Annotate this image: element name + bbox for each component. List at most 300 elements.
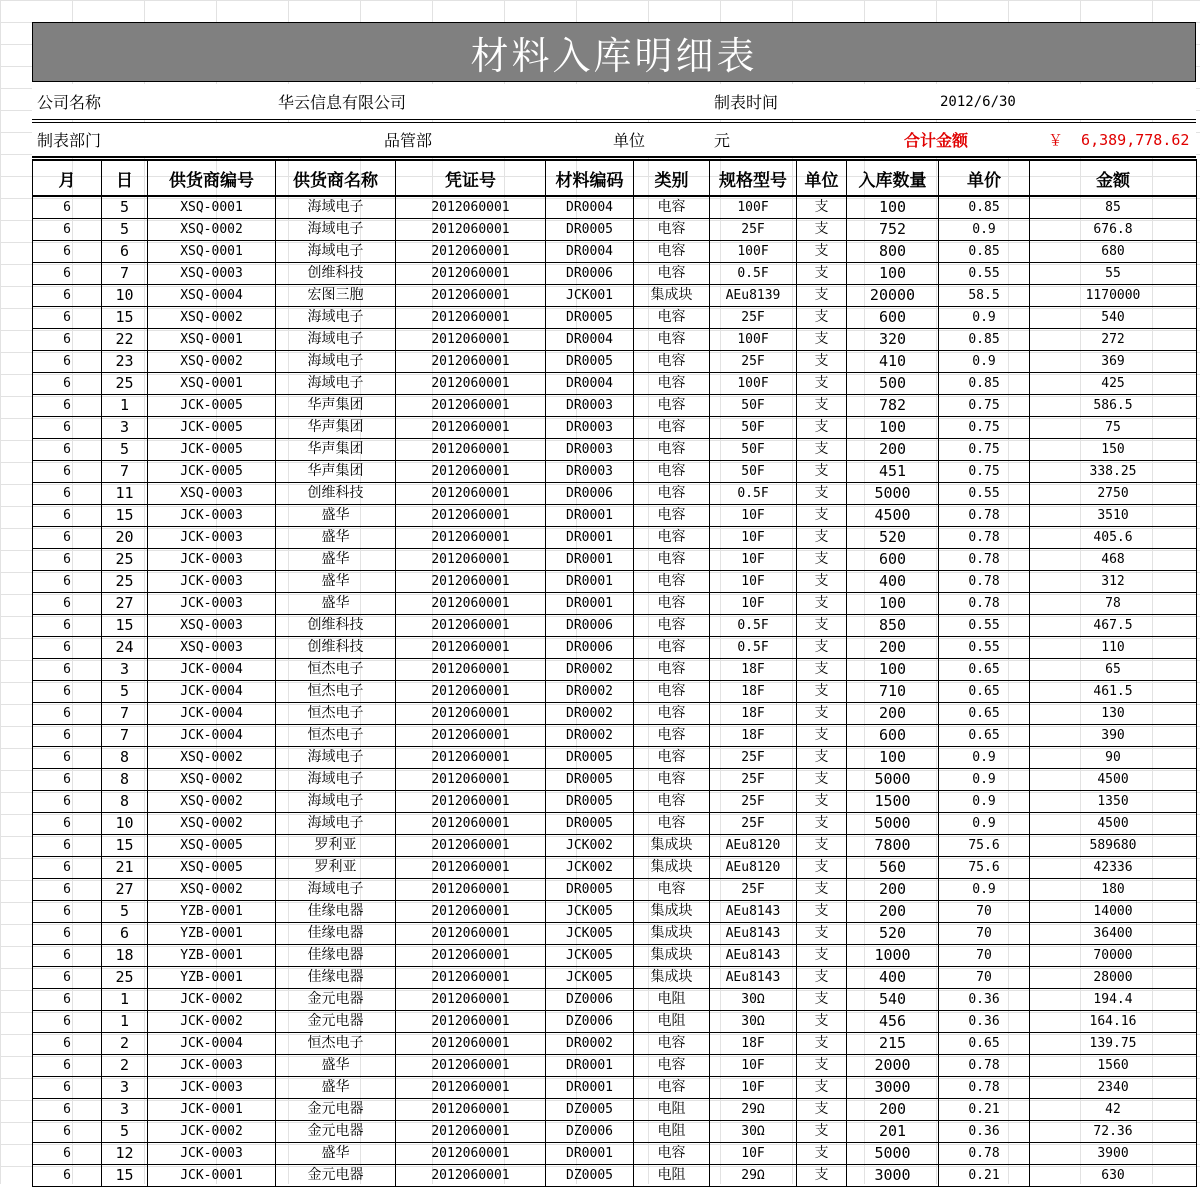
cell-voucher[interactable]: 2012060001 [396, 571, 546, 593]
cell-supplier-code[interactable]: JCK-0003 [148, 549, 276, 571]
cell-amount[interactable]: 14000 [1030, 901, 1197, 923]
cell-unit[interactable]: 支 [797, 196, 847, 219]
cell-material-code[interactable]: DZ0006 [546, 989, 634, 1011]
cell-day[interactable]: 8 [102, 747, 148, 769]
cell-spec[interactable]: 100F [710, 329, 797, 351]
cell-category[interactable]: 电容 [634, 747, 710, 769]
cell-unit-price[interactable]: 0.75 [939, 439, 1030, 461]
cell-unit[interactable]: 支 [797, 1055, 847, 1077]
cell-category[interactable]: 电容 [634, 637, 710, 659]
cell-day[interactable]: 5 [102, 1121, 148, 1143]
cell-day[interactable]: 1 [102, 395, 148, 417]
cell-supplier-code[interactable]: JCK-0003 [148, 1055, 276, 1077]
cell-spec[interactable]: 10F [710, 549, 797, 571]
cell-supplier-code[interactable]: XSQ-0003 [148, 637, 276, 659]
cell-voucher[interactable]: 2012060001 [396, 483, 546, 505]
cell-quantity[interactable]: 2000 [847, 1055, 939, 1077]
cell-supplier-code[interactable]: JCK-0003 [148, 571, 276, 593]
cell-material-code[interactable]: DZ0005 [546, 1165, 634, 1187]
cell-quantity[interactable]: 5000 [847, 813, 939, 835]
cell-category[interactable]: 电阻 [634, 1011, 710, 1033]
cell-quantity[interactable]: 100 [847, 659, 939, 681]
cell-quantity[interactable]: 100 [847, 263, 939, 285]
cell-spec[interactable]: 0.5F [710, 615, 797, 637]
cell-supplier-code[interactable]: XSQ-0002 [148, 747, 276, 769]
cell-category[interactable]: 集成块 [634, 945, 710, 967]
cell-day[interactable]: 5 [102, 901, 148, 923]
cell-supplier-code[interactable]: XSQ-0002 [148, 879, 276, 901]
cell-voucher[interactable]: 2012060001 [396, 1077, 546, 1099]
cell-voucher[interactable]: 2012060001 [396, 1011, 546, 1033]
cell-quantity[interactable]: 1000 [847, 945, 939, 967]
cell-unit-price[interactable]: 0.21 [939, 1165, 1030, 1187]
cell-unit[interactable]: 支 [797, 1143, 847, 1165]
cell-supplier-name[interactable]: 华声集团 [276, 461, 396, 483]
cell-quantity[interactable]: 520 [847, 527, 939, 549]
cell-supplier-name[interactable]: 宏图三胞 [276, 285, 396, 307]
cell-category[interactable]: 电容 [634, 329, 710, 351]
cell-unit[interactable]: 支 [797, 703, 847, 725]
cell-category[interactable]: 集成块 [634, 857, 710, 879]
cell-unit-price[interactable]: 0.55 [939, 483, 1030, 505]
cell-quantity[interactable]: 320 [847, 329, 939, 351]
dept-label[interactable]: 制表部门 [37, 131, 102, 150]
cell-unit-price[interactable]: 0.78 [939, 549, 1030, 571]
cell-unit[interactable]: 支 [797, 1099, 847, 1121]
cell-supplier-name[interactable]: 海域电子 [276, 373, 396, 395]
cell-quantity[interactable]: 451 [847, 461, 939, 483]
cell-unit-price[interactable]: 70 [939, 945, 1030, 967]
cell-amount[interactable]: 1170000 [1030, 285, 1197, 307]
cell-quantity[interactable]: 456 [847, 1011, 939, 1033]
unit-label[interactable]: 单位 [613, 131, 646, 150]
cell-quantity[interactable]: 201 [847, 1121, 939, 1143]
cell-quantity[interactable]: 5000 [847, 483, 939, 505]
cell-category[interactable]: 电容 [634, 571, 710, 593]
cell-day[interactable]: 27 [102, 593, 148, 615]
cell-supplier-name[interactable]: 盛华 [276, 571, 396, 593]
cell-spec[interactable]: 25F [710, 747, 797, 769]
cell-category[interactable]: 电容 [634, 703, 710, 725]
cell-unit[interactable]: 支 [797, 527, 847, 549]
cell-supplier-code[interactable]: JCK-0005 [148, 439, 276, 461]
cell-unit-price[interactable]: 0.75 [939, 395, 1030, 417]
cell-category[interactable]: 电容 [634, 307, 710, 329]
cell-amount[interactable]: 72.36 [1030, 1121, 1197, 1143]
cell-amount[interactable]: 36400 [1030, 923, 1197, 945]
cell-spec[interactable]: AEu8143 [710, 945, 797, 967]
cell-material-code[interactable]: DR0005 [546, 791, 634, 813]
cell-unit[interactable]: 支 [797, 1077, 847, 1099]
cell-day[interactable]: 8 [102, 769, 148, 791]
cell-day[interactable]: 15 [102, 835, 148, 857]
cell-month[interactable]: 6 [33, 1121, 102, 1143]
cell-spec[interactable]: 25F [710, 351, 797, 373]
cell-unit[interactable]: 支 [797, 1011, 847, 1033]
cell-spec[interactable]: 25F [710, 219, 797, 241]
cell-spec[interactable]: 30Ω [710, 1121, 797, 1143]
cell-spec[interactable]: 10F [710, 1055, 797, 1077]
cell-day[interactable]: 12 [102, 1143, 148, 1165]
cell-supplier-code[interactable]: XSQ-0002 [148, 219, 276, 241]
date-label[interactable]: 制表时间 [714, 93, 779, 112]
cell-category[interactable]: 电容 [634, 1077, 710, 1099]
cell-supplier-code[interactable]: XSQ-0002 [148, 769, 276, 791]
cell-unit-price[interactable]: 0.85 [939, 373, 1030, 395]
cell-material-code[interactable]: DR0002 [546, 703, 634, 725]
cell-category[interactable]: 集成块 [634, 901, 710, 923]
cell-voucher[interactable]: 2012060001 [396, 1033, 546, 1055]
cell-supplier-name[interactable]: 金元电器 [276, 1099, 396, 1121]
cell-unit[interactable]: 支 [797, 439, 847, 461]
cell-supplier-name[interactable]: 海域电子 [276, 769, 396, 791]
cell-amount[interactable]: 78 [1030, 593, 1197, 615]
cell-supplier-code[interactable]: JCK-0003 [148, 527, 276, 549]
cell-day[interactable]: 27 [102, 879, 148, 901]
cell-supplier-code[interactable]: XSQ-0001 [148, 329, 276, 351]
cell-supplier-name[interactable]: 华声集团 [276, 417, 396, 439]
cell-amount[interactable]: 630 [1030, 1165, 1197, 1187]
cell-quantity[interactable]: 200 [847, 901, 939, 923]
cell-voucher[interactable]: 2012060001 [396, 593, 546, 615]
cell-material-code[interactable]: DR0003 [546, 417, 634, 439]
cell-month[interactable]: 6 [33, 329, 102, 351]
cell-voucher[interactable]: 2012060001 [396, 263, 546, 285]
cell-month[interactable]: 6 [33, 945, 102, 967]
cell-unit[interactable]: 支 [797, 813, 847, 835]
cell-voucher[interactable]: 2012060001 [396, 879, 546, 901]
cell-spec[interactable]: 100F [710, 373, 797, 395]
cell-month[interactable]: 6 [33, 989, 102, 1011]
cell-amount[interactable]: 467.5 [1030, 615, 1197, 637]
cell-spec[interactable]: 50F [710, 461, 797, 483]
cell-unit-price[interactable]: 0.9 [939, 813, 1030, 835]
cell-spec[interactable]: 50F [710, 395, 797, 417]
cell-category[interactable]: 电阻 [634, 989, 710, 1011]
cell-month[interactable]: 6 [33, 615, 102, 637]
cell-material-code[interactable]: JCK005 [546, 967, 634, 989]
cell-quantity[interactable]: 710 [847, 681, 939, 703]
cell-unit-price[interactable]: 0.78 [939, 1055, 1030, 1077]
cell-unit[interactable]: 支 [797, 329, 847, 351]
cell-quantity[interactable]: 800 [847, 241, 939, 263]
cell-material-code[interactable]: DR0003 [546, 461, 634, 483]
cell-unit[interactable]: 支 [797, 901, 847, 923]
cell-day[interactable]: 15 [102, 307, 148, 329]
cell-day[interactable]: 7 [102, 461, 148, 483]
cell-voucher[interactable]: 2012060001 [396, 505, 546, 527]
cell-spec[interactable]: AEu8139 [710, 285, 797, 307]
cell-month[interactable]: 6 [33, 571, 102, 593]
cell-voucher[interactable]: 2012060001 [396, 857, 546, 879]
cell-category[interactable]: 电容 [634, 219, 710, 241]
cell-supplier-name[interactable]: 海域电子 [276, 813, 396, 835]
cell-category[interactable]: 电容 [634, 1055, 710, 1077]
cell-category[interactable]: 电容 [634, 527, 710, 549]
cell-quantity[interactable]: 100 [847, 196, 939, 219]
date-value[interactable]: 2012/6/30 [940, 93, 1016, 110]
cell-unit[interactable]: 支 [797, 549, 847, 571]
cell-unit[interactable]: 支 [797, 483, 847, 505]
cell-amount[interactable]: 65 [1030, 659, 1197, 681]
cell-voucher[interactable]: 2012060001 [396, 1099, 546, 1121]
cell-material-code[interactable]: DR0001 [546, 1143, 634, 1165]
cell-voucher[interactable]: 2012060001 [396, 1055, 546, 1077]
cell-amount[interactable]: 676.8 [1030, 219, 1197, 241]
cell-day[interactable]: 3 [102, 417, 148, 439]
cell-voucher[interactable]: 2012060001 [396, 373, 546, 395]
cell-spec[interactable]: 10F [710, 1077, 797, 1099]
cell-voucher[interactable]: 2012060001 [396, 1165, 546, 1187]
cell-supplier-name[interactable]: 华声集团 [276, 439, 396, 461]
cell-material-code[interactable]: DZ0006 [546, 1121, 634, 1143]
cell-supplier-name[interactable]: 海域电子 [276, 196, 396, 219]
cell-amount[interactable]: 110 [1030, 637, 1197, 659]
cell-supplier-code[interactable]: YZB-0001 [148, 967, 276, 989]
cell-month[interactable]: 6 [33, 769, 102, 791]
cell-supplier-code[interactable]: JCK-0004 [148, 703, 276, 725]
cell-unit-price[interactable]: 0.36 [939, 1121, 1030, 1143]
cell-voucher[interactable]: 2012060001 [396, 219, 546, 241]
cell-unit-price[interactable]: 0.9 [939, 351, 1030, 373]
cell-spec[interactable]: 18F [710, 659, 797, 681]
cell-category[interactable]: 电容 [634, 461, 710, 483]
header-category[interactable]: 类别 [634, 160, 710, 196]
cell-supplier-code[interactable]: JCK-0005 [148, 395, 276, 417]
cell-supplier-name[interactable]: 恒杰电子 [276, 1033, 396, 1055]
cell-day[interactable]: 20 [102, 527, 148, 549]
cell-supplier-name[interactable]: 恒杰电子 [276, 703, 396, 725]
cell-spec[interactable]: AEu8120 [710, 857, 797, 879]
cell-spec[interactable]: 50F [710, 439, 797, 461]
cell-material-code[interactable]: DR0003 [546, 395, 634, 417]
cell-spec[interactable]: 25F [710, 813, 797, 835]
cell-category[interactable]: 集成块 [634, 923, 710, 945]
cell-day[interactable]: 10 [102, 285, 148, 307]
cell-unit-price[interactable]: 70 [939, 901, 1030, 923]
cell-category[interactable]: 电容 [634, 439, 710, 461]
cell-day[interactable]: 3 [102, 1077, 148, 1099]
cell-day[interactable]: 25 [102, 549, 148, 571]
cell-unit[interactable]: 支 [797, 879, 847, 901]
cell-spec[interactable]: 25F [710, 791, 797, 813]
cell-material-code[interactable]: DR0004 [546, 329, 634, 351]
cell-unit[interactable]: 支 [797, 659, 847, 681]
cell-supplier-name[interactable]: 海域电子 [276, 879, 396, 901]
cell-quantity[interactable]: 100 [847, 747, 939, 769]
cell-month[interactable]: 6 [33, 196, 102, 219]
cell-quantity[interactable]: 400 [847, 571, 939, 593]
cell-month[interactable]: 6 [33, 219, 102, 241]
cell-unit[interactable]: 支 [797, 989, 847, 1011]
cell-supplier-code[interactable]: XSQ-0001 [148, 196, 276, 219]
cell-month[interactable]: 6 [33, 1055, 102, 1077]
cell-month[interactable]: 6 [33, 395, 102, 417]
cell-month[interactable]: 6 [33, 703, 102, 725]
cell-spec[interactable]: 29Ω [710, 1099, 797, 1121]
cell-supplier-name[interactable]: 创维科技 [276, 637, 396, 659]
cell-unit[interactable]: 支 [797, 285, 847, 307]
cell-category[interactable]: 电容 [634, 659, 710, 681]
cell-quantity[interactable]: 200 [847, 879, 939, 901]
cell-supplier-name[interactable]: 盛华 [276, 1077, 396, 1099]
header-day[interactable]: 日 [102, 160, 148, 196]
cell-quantity[interactable]: 20000 [847, 285, 939, 307]
cell-spec[interactable]: 29Ω [710, 1165, 797, 1187]
cell-material-code[interactable]: DR0003 [546, 439, 634, 461]
cell-spec[interactable]: 10F [710, 527, 797, 549]
cell-unit-price[interactable]: 0.9 [939, 769, 1030, 791]
cell-category[interactable]: 电容 [634, 505, 710, 527]
cell-material-code[interactable]: DR0001 [546, 1055, 634, 1077]
header-voucher[interactable]: 凭证号 [396, 160, 546, 196]
cell-supplier-name[interactable]: 佳缘电器 [276, 901, 396, 923]
cell-supplier-code[interactable]: JCK-0004 [148, 681, 276, 703]
cell-unit-price[interactable]: 0.21 [939, 1099, 1030, 1121]
cell-material-code[interactable]: JCK005 [546, 923, 634, 945]
cell-unit[interactable]: 支 [797, 923, 847, 945]
cell-amount[interactable]: 139.75 [1030, 1033, 1197, 1055]
cell-unit-price[interactable]: 0.9 [939, 219, 1030, 241]
cell-supplier-name[interactable]: 创维科技 [276, 615, 396, 637]
cell-month[interactable]: 6 [33, 857, 102, 879]
cell-unit[interactable]: 支 [797, 1033, 847, 1055]
cell-unit[interactable]: 支 [797, 615, 847, 637]
cell-month[interactable]: 6 [33, 461, 102, 483]
cell-quantity[interactable]: 600 [847, 549, 939, 571]
cell-unit[interactable]: 支 [797, 967, 847, 989]
cell-month[interactable]: 6 [33, 637, 102, 659]
cell-supplier-name[interactable]: 盛华 [276, 549, 396, 571]
cell-unit[interactable]: 支 [797, 945, 847, 967]
cell-material-code[interactable]: JCK005 [546, 901, 634, 923]
cell-spec[interactable]: 50F [710, 417, 797, 439]
cell-day[interactable]: 2 [102, 1033, 148, 1055]
cell-unit[interactable]: 支 [797, 505, 847, 527]
cell-month[interactable]: 6 [33, 659, 102, 681]
cell-category[interactable]: 电容 [634, 813, 710, 835]
cell-voucher[interactable]: 2012060001 [396, 989, 546, 1011]
cell-unit-price[interactable]: 0.78 [939, 593, 1030, 615]
cell-voucher[interactable]: 2012060001 [396, 747, 546, 769]
cell-amount[interactable]: 4500 [1030, 813, 1197, 835]
cell-supplier-code[interactable]: XSQ-0002 [148, 351, 276, 373]
cell-quantity[interactable]: 782 [847, 395, 939, 417]
cell-supplier-code[interactable]: JCK-0004 [148, 725, 276, 747]
cell-category[interactable]: 电容 [634, 769, 710, 791]
cell-voucher[interactable]: 2012060001 [396, 703, 546, 725]
cell-month[interactable]: 6 [33, 505, 102, 527]
cell-amount[interactable]: 42336 [1030, 857, 1197, 879]
cell-unit-price[interactable]: 75.6 [939, 857, 1030, 879]
cell-spec[interactable]: 100F [710, 241, 797, 263]
cell-voucher[interactable]: 2012060001 [396, 791, 546, 813]
cell-unit[interactable]: 支 [797, 725, 847, 747]
cell-voucher[interactable]: 2012060001 [396, 329, 546, 351]
cell-day[interactable]: 3 [102, 1099, 148, 1121]
cell-material-code[interactable]: DR0006 [546, 615, 634, 637]
cell-quantity[interactable]: 540 [847, 989, 939, 1011]
cell-day[interactable]: 24 [102, 637, 148, 659]
cell-unit-price[interactable]: 0.65 [939, 725, 1030, 747]
cell-material-code[interactable]: DR0005 [546, 351, 634, 373]
cell-unit-price[interactable]: 0.65 [939, 1033, 1030, 1055]
cell-supplier-name[interactable]: 创维科技 [276, 263, 396, 285]
cell-amount[interactable]: 3510 [1030, 505, 1197, 527]
cell-month[interactable]: 6 [33, 439, 102, 461]
cell-unit[interactable]: 支 [797, 219, 847, 241]
cell-unit-price[interactable]: 0.36 [939, 1011, 1030, 1033]
cell-category[interactable]: 电容 [634, 417, 710, 439]
cell-month[interactable]: 6 [33, 725, 102, 747]
cell-quantity[interactable]: 1500 [847, 791, 939, 813]
cell-voucher[interactable]: 2012060001 [396, 395, 546, 417]
dept-value[interactable]: 品管部 [384, 131, 433, 150]
cell-spec[interactable]: 30Ω [710, 989, 797, 1011]
cell-spec[interactable]: AEu8143 [710, 967, 797, 989]
cell-supplier-name[interactable]: 恒杰电子 [276, 659, 396, 681]
cell-supplier-code[interactable]: XSQ-0004 [148, 285, 276, 307]
cell-material-code[interactable]: DR0005 [546, 747, 634, 769]
cell-month[interactable]: 6 [33, 483, 102, 505]
cell-quantity[interactable]: 5000 [847, 1143, 939, 1165]
cell-material-code[interactable]: DR0005 [546, 307, 634, 329]
cell-unit-price[interactable]: 75.6 [939, 835, 1030, 857]
cell-supplier-code[interactable]: JCK-0003 [148, 1077, 276, 1099]
cell-spec[interactable]: 0.5F [710, 637, 797, 659]
cell-category[interactable]: 电阻 [634, 1099, 710, 1121]
cell-voucher[interactable]: 2012060001 [396, 615, 546, 637]
cell-month[interactable]: 6 [33, 681, 102, 703]
cell-material-code[interactable]: DR0004 [546, 373, 634, 395]
cell-unit-price[interactable]: 0.78 [939, 1143, 1030, 1165]
cell-day[interactable]: 10 [102, 813, 148, 835]
cell-supplier-code[interactable]: XSQ-0002 [148, 813, 276, 835]
cell-quantity[interactable]: 600 [847, 307, 939, 329]
cell-material-code[interactable]: DR0001 [546, 1077, 634, 1099]
cell-month[interactable]: 6 [33, 1033, 102, 1055]
cell-supplier-code[interactable]: XSQ-0002 [148, 307, 276, 329]
cell-category[interactable]: 电容 [634, 263, 710, 285]
cell-unit-price[interactable]: 0.9 [939, 747, 1030, 769]
cell-amount[interactable]: 3900 [1030, 1143, 1197, 1165]
cell-quantity[interactable]: 200 [847, 439, 939, 461]
cell-quantity[interactable]: 100 [847, 593, 939, 615]
cell-supplier-code[interactable]: XSQ-0003 [148, 263, 276, 285]
cell-material-code[interactable]: DR0006 [546, 637, 634, 659]
cell-voucher[interactable]: 2012060001 [396, 967, 546, 989]
cell-month[interactable]: 6 [33, 527, 102, 549]
cell-supplier-code[interactable]: YZB-0001 [148, 901, 276, 923]
cell-spec[interactable]: AEu8120 [710, 835, 797, 857]
cell-amount[interactable]: 338.25 [1030, 461, 1197, 483]
cell-quantity[interactable]: 3000 [847, 1165, 939, 1187]
cell-unit-price[interactable]: 0.55 [939, 615, 1030, 637]
cell-month[interactable]: 6 [33, 747, 102, 769]
cell-voucher[interactable]: 2012060001 [396, 196, 546, 219]
cell-supplier-code[interactable]: JCK-0004 [148, 659, 276, 681]
cell-unit-price[interactable]: 0.85 [939, 196, 1030, 219]
cell-unit[interactable]: 支 [797, 263, 847, 285]
cell-material-code[interactable]: DR0005 [546, 879, 634, 901]
cell-amount[interactable]: 586.5 [1030, 395, 1197, 417]
cell-supplier-name[interactable]: 海域电子 [276, 329, 396, 351]
cell-voucher[interactable]: 2012060001 [396, 681, 546, 703]
cell-quantity[interactable]: 7800 [847, 835, 939, 857]
cell-quantity[interactable]: 5000 [847, 769, 939, 791]
cell-amount[interactable]: 461.5 [1030, 681, 1197, 703]
cell-voucher[interactable]: 2012060001 [396, 923, 546, 945]
